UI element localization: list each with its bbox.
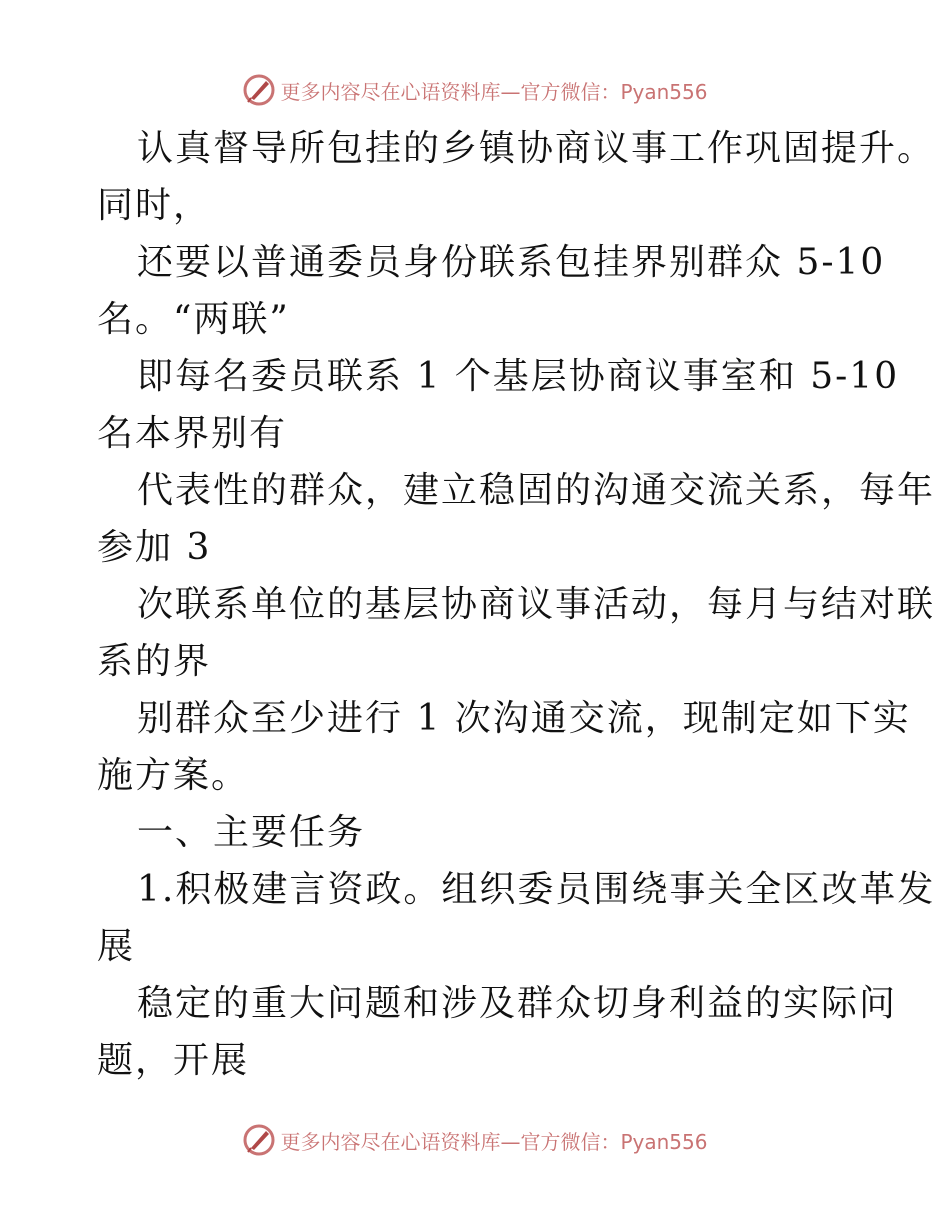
watermark-wechat: 官方微信：Pyan556 xyxy=(520,1129,708,1154)
text-line: 次联系单位的基层协商议事活动，每月与结对联 xyxy=(137,584,936,625)
watermark-text: 更多内容尽在心语资料库— xyxy=(280,1129,521,1154)
text-line: 认真督导所包挂的乡镇协商议事工作巩固提升。 xyxy=(137,128,936,169)
text-line: 名本界别有 xyxy=(97,413,288,454)
feather-pen-icon xyxy=(242,1123,276,1157)
feather-pen-icon xyxy=(242,73,276,107)
text-line: 题，开展 xyxy=(97,1040,250,1081)
footer-watermark xyxy=(0,1120,950,1160)
text-line: 1.积极建言资政。组织委员围绕事关全区改革发 xyxy=(137,869,936,910)
text-line: 展 xyxy=(97,926,136,967)
text-line: 稳定的重大问题和涉及群众切身利益的实际问 xyxy=(137,983,898,1024)
text-line: 同时， xyxy=(97,185,212,226)
text-line: 还要以普通委员身份联系包挂界别群众 5-10 xyxy=(137,242,886,283)
text-line: 系的界 xyxy=(97,641,212,682)
header-watermark xyxy=(0,70,950,110)
text-line: 别群众至少进行 1 次沟通交流，现制定如下实 xyxy=(137,698,911,739)
watermark-wechat: 官方微信：Pyan556 xyxy=(520,79,708,104)
document-body xyxy=(97,120,936,1089)
watermark-text: 更多内容尽在心语资料库— xyxy=(280,79,521,104)
text-line: 施方案。 xyxy=(97,755,250,796)
section-heading: 一、主要任务 xyxy=(137,812,366,853)
text-line: 即每名委员联系 1 个基层协商议事室和 5-10 xyxy=(137,356,900,397)
text-line: 参加 3 xyxy=(97,527,212,568)
text-line: 名。“两联” xyxy=(97,299,290,340)
text-line: 代表性的群众，建立稳固的沟通交流关系，每年 xyxy=(137,470,936,511)
